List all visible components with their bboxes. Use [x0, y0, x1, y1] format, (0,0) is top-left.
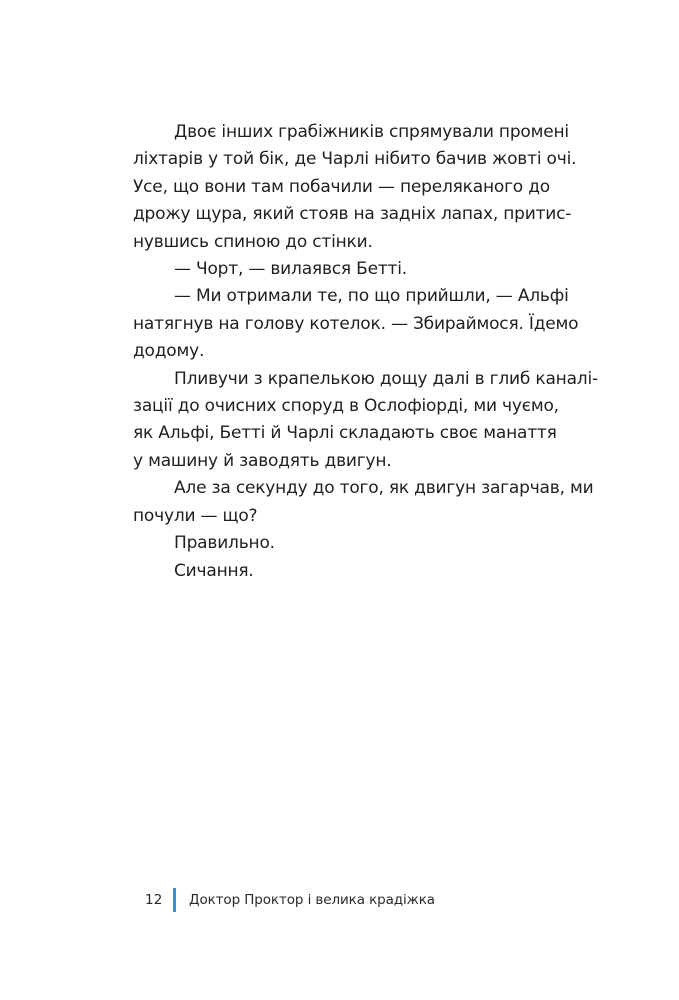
- text-line: додому.: [133, 341, 205, 362]
- text-line: Двоє інших грабіжників спрямували промені: [174, 122, 569, 142]
- text-line: як Альфі, Бетті й Чарлі складають своє манаття: [133, 423, 557, 444]
- text-line: нувшись спиною до стінки.: [133, 231, 373, 252]
- page-footer: [145, 887, 435, 913]
- text-line: Але за секунду до того, як двигун загарчав, ми: [174, 478, 594, 499]
- page-number: 12: [145, 892, 163, 908]
- text-line: у машину й заводять двигун.: [133, 450, 392, 471]
- text-line: Правильно.: [174, 533, 275, 554]
- running-title: Доктор Проктор і велика крадіжка: [189, 892, 435, 908]
- text-line: Пливучи з крапелькою дощу далі в глиб каналі-: [174, 368, 598, 389]
- text-line: дрожу щура, який стояв на задніх лапах, притис-: [133, 204, 572, 225]
- body-text: [133, 119, 598, 585]
- text-line: ліхтарів у той бік, де Чарлі нібито бачив жовті очі.: [133, 149, 577, 170]
- footer-divider: [173, 888, 176, 912]
- text-line: почули — що?: [133, 505, 258, 526]
- text-line: натягнув на голову котелок. — Збираймося. Їдемо: [133, 313, 579, 334]
- text-line: зації до очисних споруд в Ослофіорді, ми чуємо,: [133, 396, 559, 417]
- text-line: Усе, що вони там побачили — переляканого до: [133, 176, 550, 197]
- text-line: Сичання.: [174, 560, 254, 581]
- text-line: — Чорт, — вилаявся Бетті.: [174, 259, 407, 280]
- text-line: — Ми отримали те, по що прийшли, — Альфі: [174, 286, 569, 307]
